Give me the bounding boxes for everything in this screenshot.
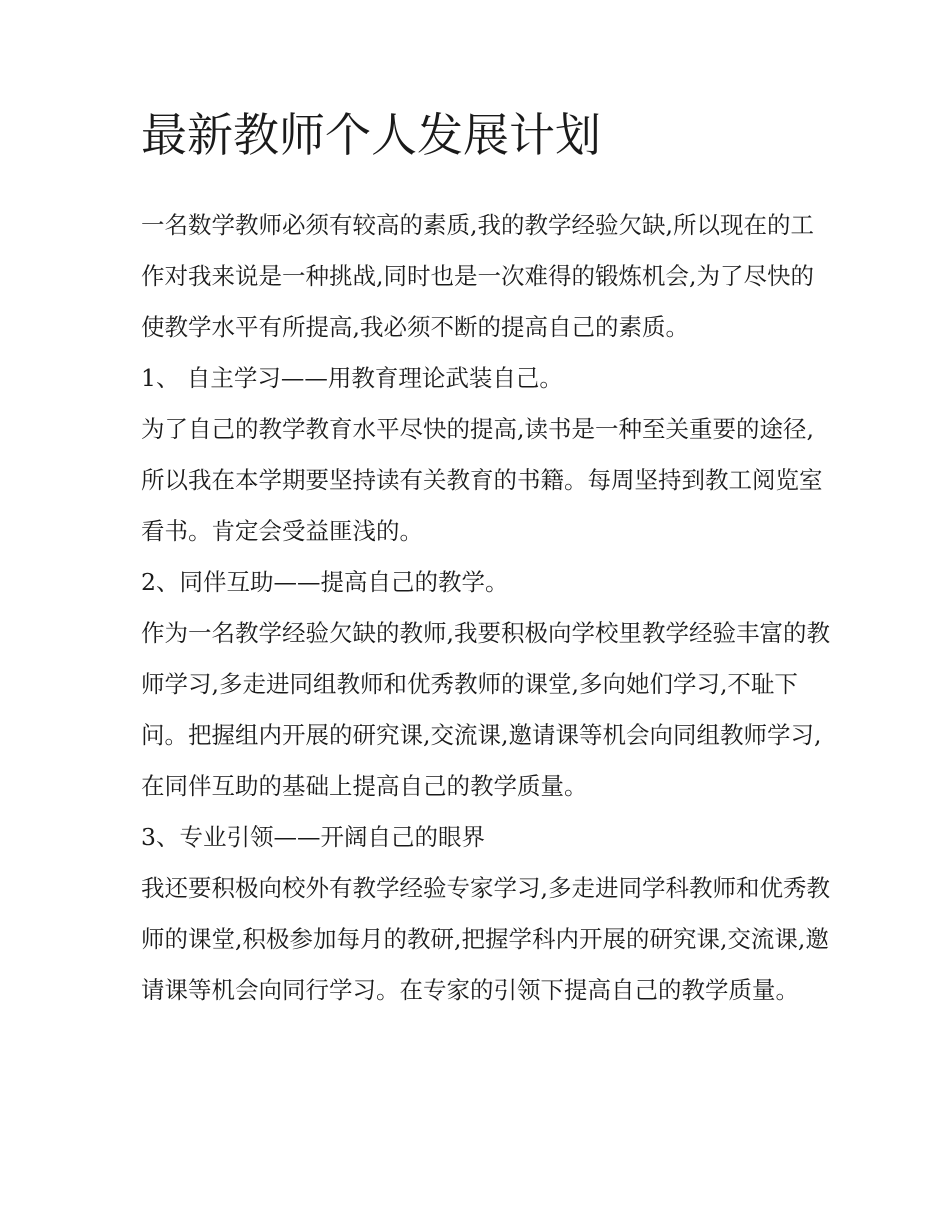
paragraph-peer-support: 作为一名教学经验欠缺的教师,我要积极向学校里教学经验丰富的教师学习,多走进同组教师和优秀教师的课堂,多向她们学习,不耻下问。把握组内开展的研究课,交流课,邀请课等机会向同组教师学习,在同伴互助的基础上提高自己的教学质量。 [141, 619, 830, 800]
document-title: 最新教师个人发展计划 [141, 108, 601, 162]
section-heading-3: 3、专业引领——开阔自己的眼界 [141, 823, 485, 851]
section-heading-1: 1、 自主学习——用教育理论武装自己。 [141, 364, 563, 392]
section-heading-2: 2、同伴互助——提高自己的教学。 [141, 568, 509, 596]
document-body [141, 200, 830, 1016]
paragraph-intro: 一名数学教师必须有较高的素质,我的教学经验欠缺,所以现在的工作对我来说是一种挑战,同时也是一次难得的锻炼机会,为了尽快的使教学水平有所提高,我必须不断的提高自己的素质。 [141, 211, 814, 341]
paragraph-expert-guidance: 我还要积极向校外有教学经验专家学习,多走进同学科教师和优秀教师的课堂,积极参加每月的教研,把握学科内开展的研究课,交流课,邀请课等机会向同行学习。在专家的引领下提高自己的教学质量。 [141, 874, 830, 1004]
paragraph-self-study: 为了自己的教学教育水平尽快的提高,读书是一种至关重要的途径,所以我在本学期要坚持读有关教育的书籍。每周坚持到教工阅览室看书。肯定会受益匪浅的。 [141, 415, 823, 545]
